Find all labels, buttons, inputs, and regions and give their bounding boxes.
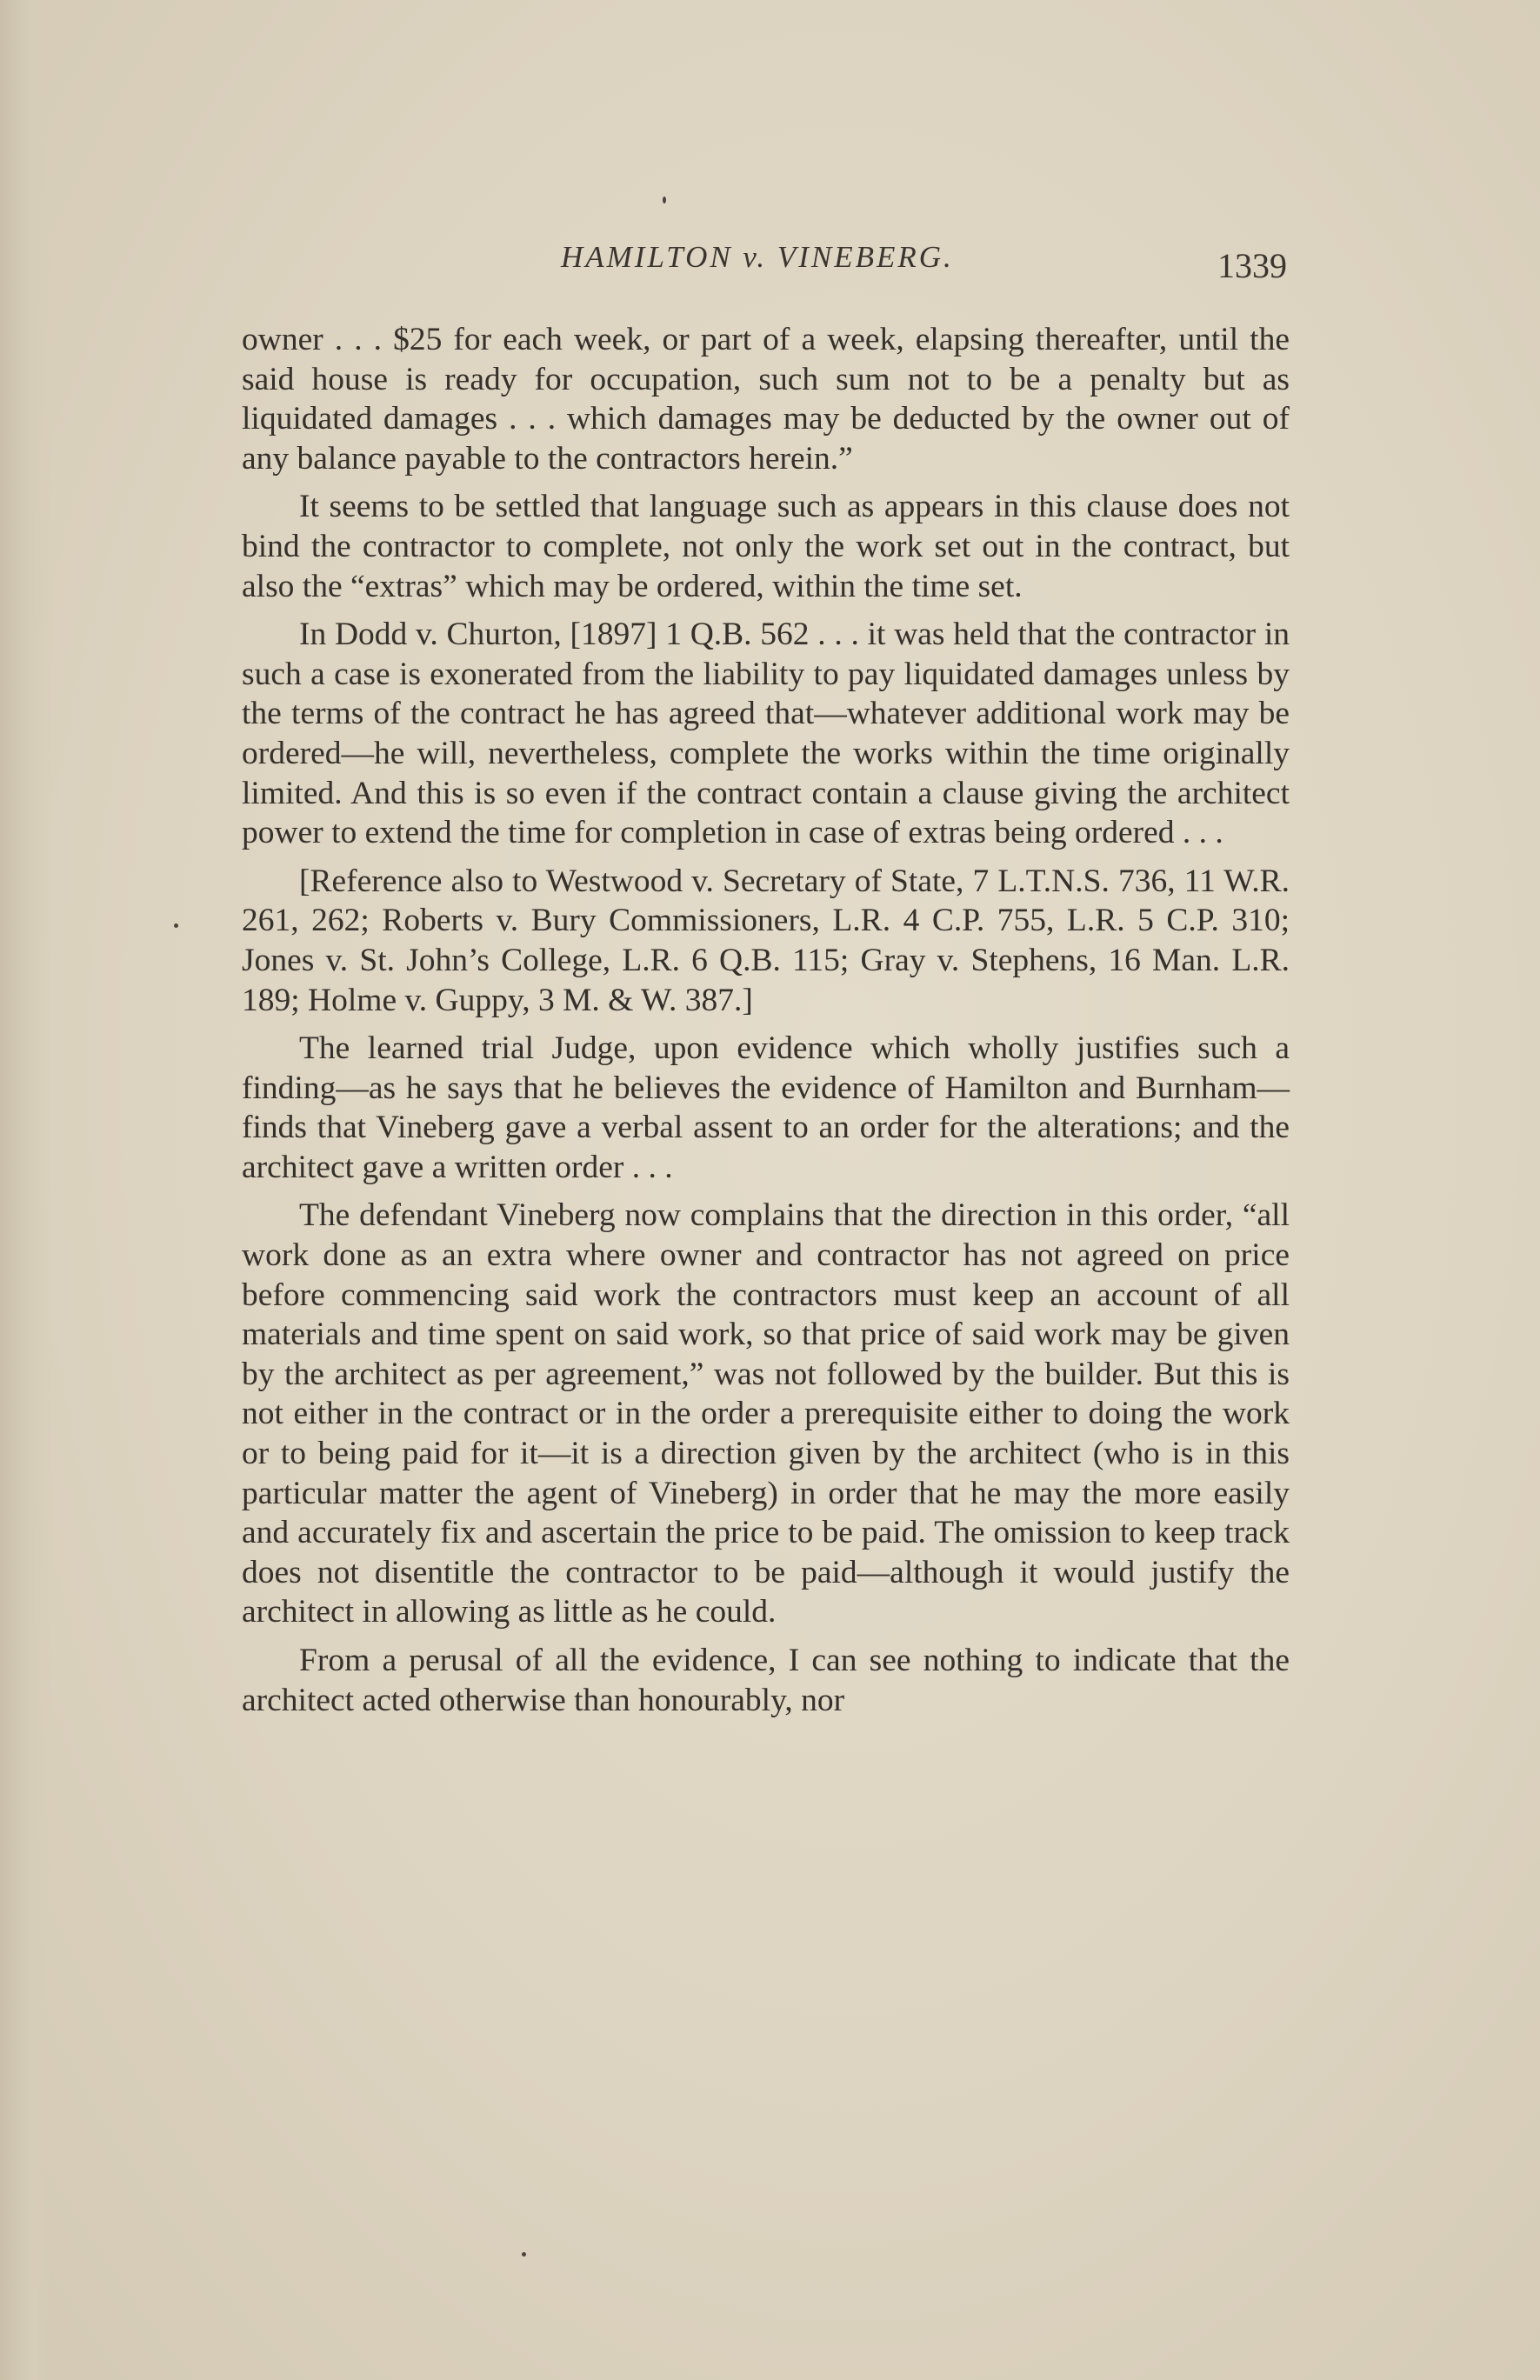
page-gutter-shadow <box>0 0 52 2380</box>
print-speck <box>174 923 178 928</box>
running-title: HAMILTON v. VINEBERG. <box>561 240 954 274</box>
paragraph-defendant-complaint: The defendant Vineberg now complains that the direction in this order, “all work done as an extra where owner and contractor has not agreed on price before commencing said work the contractors must keep an account of all materials and time spent on said work, so that price of said work may be given by the architect as per agreement,” was not followed by the builder. But this is not either in the contract or in the order a prerequisite either to doing the work or to being paid for it—it is a direction given by the architect (who is in this particular matter the agent of Vineberg) in order that he may the more easily and accurately fix and ascertain the price to be paid. The omission to keep track does not disentitle the contractor to be paid—although it would justify the architect in allowing as little as he could. <box>242 1197 1290 1630</box>
paragraph-dodd-v-churton: In Dodd v. Churton, [1897] 1 Q.B. 562 . . . it was held that the contractor in such a case is exonerated from the liability to pay liquidated damages unless by the terms of the contract he has agreed that—whatever additional work may be ordered—he will, nevertheless, complete the works within the time originally limited. And this is so even if the contract contain a clause giving the architect power to extend the time for completion in case of extras being ordered . . . <box>242 617 1290 851</box>
page-header <box>243 235 1287 296</box>
paragraph-quote-continuation: owner . . . $25 for each week, or part of a week, elapsing thereafter, until the said house is ready for occupation, such sum not to be a penalty but as liquidated damages . . . which damages may be deducted by the owner out of any balance payable to the contractors herein.” <box>242 322 1290 477</box>
page-number: 1339 <box>1217 246 1287 285</box>
paragraph-trial-judge: The learned trial Judge, upon evidence which wholly justifies such a finding—as he says that he believes the evidence of Hamilton and Burnham—finds that Vineberg gave a verbal assent to an order for the alterations; and the architect gave a written order . . . <box>242 1030 1290 1185</box>
page-body <box>242 320 1290 1729</box>
print-speck <box>522 2252 526 2257</box>
paragraph-references: [Reference also to Westwood v. Secretary of State, 7 L.T.N.S. 736, 11 W.R. 261, 262; Roberts v. Bury Commissioners, L.R. 4 C.P. 755, L.R. 5 C.P. 310; Jones v. St. John’s College, L.R. 6 Q.B. 115; Gray v. Stephens, 16 Man. L.R. 189; Holme v. Guppy, 3 M. & W. 387.] <box>242 863 1290 1018</box>
paragraph-settled-language: It seems to be settled that language such as appears in this clause does not bind the contractor to complete, not only the work set out in the contract, but also the “extras” which may be ordered, within the time set. <box>242 489 1290 604</box>
paragraph-perusal-evidence: From a perusal of all the evidence, I can see nothing to indicate that the architect acted otherwise than honourably, nor <box>242 1643 1290 1718</box>
print-speck <box>663 197 666 203</box>
